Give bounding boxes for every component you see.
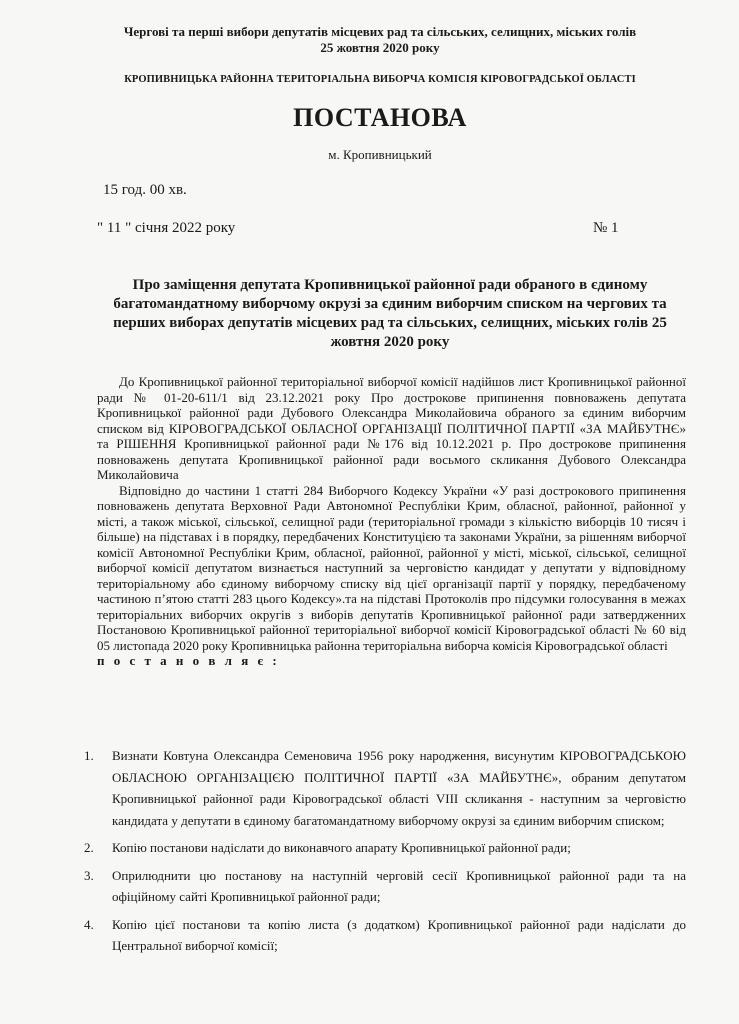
list-item-number: 3. xyxy=(84,867,94,883)
resolution-list xyxy=(80,745,686,963)
document-body xyxy=(97,374,686,669)
list-item-number: 1. xyxy=(84,748,94,763)
document-city: м. Кропивницький xyxy=(328,147,432,162)
list-item xyxy=(80,914,686,957)
decree-word: п о с т а н о в л я є : xyxy=(97,653,280,668)
document-title: ПОСТАНОВА xyxy=(293,103,467,132)
document-subject: Про заміщення депутата Кропивницької районної ради обраного в єдиному багатомандатному виборчому окрузі за єдиним виборчим списком на чергових та перших виборах депутатів місцевих рад та сільських, селищних, міських голів 25 жовтня 2020 року xyxy=(113,277,667,350)
list-item-text: Копію постанови надіслати до виконавчого апарату Кропивницької районної ради; xyxy=(112,840,571,855)
election-header-line1: Чергові та перші вибори депутатів місцевих рад та сільських, селищних, міських голів xyxy=(123,24,637,39)
document-number: № 1 xyxy=(593,220,619,236)
election-header-line2: 25 жовтня 2020 року xyxy=(320,40,440,55)
body-paragraph-2-text: Відповідно до частини 1 статті 284 Виборчого Кодексу України «У разі дострокового припинення повноважень депутата Верховної Ради Автономної Республіки Крим, обласної, районної, районної у місті, а також міської, сільської, селищної ради (територіальної громади з кількістю виборців 10 тисяч і більше) на підставах і в порядку, передбачених Конституцією та законами України, за рішенням виборчої комісії Автономної Республіки Крим, обласної, районної, районної у місті, міської, сільської, селищної виборчої комісії депутатом визнається наступний за черговістю кандидат у депутати у відповідному територіальному або єдиному виборчому списку від цієї організації партії у порядку, передбаченому частиною п’ятою статті 283 цього Кодексу».та на підставі Протоколів про підсумки голосування в межах територіальних виборчих округів з виборів депутатів Кропивницької районної ради затвердженних Постановою Кропивницької районної територіальної виборчої комісії Кіровоградської області № 60 від 05 листопада 2020 року Кропивницька районна територіальна виборча комісія Кіровоградської області xyxy=(97,482,686,653)
body-paragraph-2 xyxy=(97,483,686,654)
list-item-number: 2. xyxy=(84,840,94,855)
document-date: " 11 " січня 2022 року xyxy=(97,220,236,236)
list-item xyxy=(80,745,686,831)
list-item xyxy=(80,837,686,859)
commission-name: КРОПИВНИЦЬКА РАЙОННА ТЕРИТОРІАЛЬНА ВИБОРЧА КОМІСІЯ КІРОВОГРАДСЬКОЇ ОБЛАСТІ xyxy=(124,74,636,85)
list-item xyxy=(80,865,686,908)
document-time: 15 год. 00 хв. xyxy=(103,182,187,198)
list-item-number: 4. xyxy=(84,916,94,932)
election-header xyxy=(60,24,700,56)
list-item-text: Оприлюднити цю постанову на наступній черговій сесії Кропивницької районної ради та на офіційному сайті Кропивницької районної ради; xyxy=(112,867,686,904)
body-paragraph-1: До Кропивницької районної територіальної виборчої комісії надійшов лист Кропивницької районної ради № 01-20-611/1 від 23.12.2021 року Про дострокове припинення повноважень депутата Кропивницької районної ради Дубового Олександра Миколайовича обраного за єдиним виборчим списком від КІРОВОГРАДСЬКОЇ ОБЛАСНОЇ ОРГАНІЗАЦІЇ ПОЛІТИЧНОЇ ПАРТІЇ «ЗА МАЙБУТНЄ» та РІШЕННЯ Кропивницької районної ради №176 від 10.12.2021 р. Про дострокове припинення повноважень депутата Кропивницької районної ради восьмого скликання Дубового Олександра Миколайовича xyxy=(97,374,686,482)
list-item-text: Визнати Ковтуна Олександра Семеновича 1956 року народження, висунутим КІРОВОГРАДСЬКОЮ ОБЛАСНОЮ ОРГАНІЗАЦІЄЮ ПОЛІТИЧНОЇ ПАРТІЇ «ЗА МАЙБУТНЄ», обраним депутатом Кропивницької районної ради Кіровоградської області VIII скликання - наступним за черговістю кандидата у депутати в єдиному багатомандатному виборчому окрузі за єдиним виборчим списком; xyxy=(112,748,686,828)
list-item-text: Копію цієї постанови та копію листа (з додатком) Кропивницької районної ради надіслати до Центральної виборчої комісії; xyxy=(112,916,686,953)
